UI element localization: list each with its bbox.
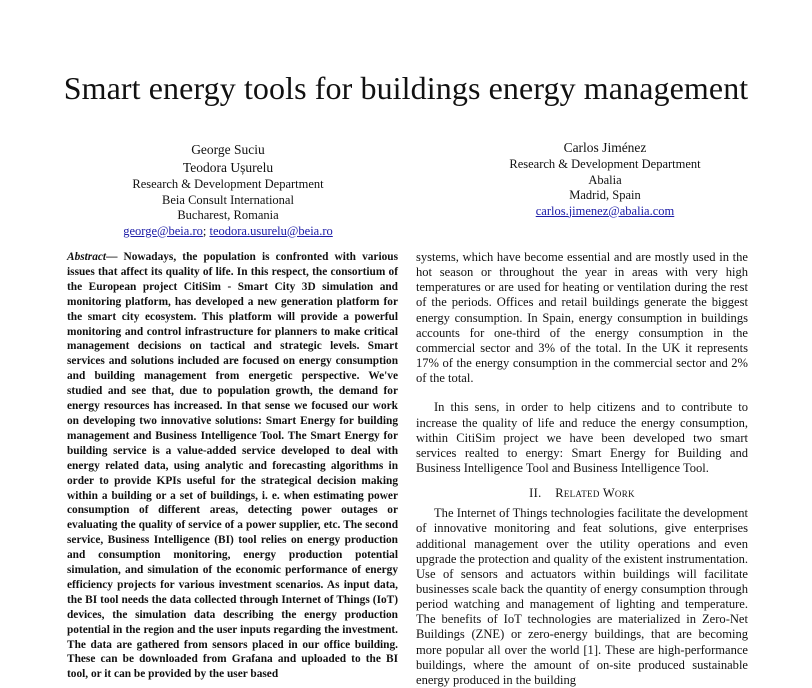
author-location: Madrid, Spain <box>569 188 641 202</box>
email-link[interactable]: carlos.jimenez@abalia.com <box>535 203 675 218</box>
author-emails <box>435 204 775 220</box>
author-emails <box>78 224 378 240</box>
author-department: Research & Development Department <box>132 177 324 191</box>
section-number: II. <box>529 486 542 501</box>
body-paragraph: The Internet of Things technologies facilitate the development of innovative monitoring and feat solutions, give enterprises additional management over the utility operations and even upgrade the protection and quality of the existent instrumentation. Use of sensors and actuators within buildings will facilitate businesses scale back the quantity of energy consumption through period watching and management of lighting and temperature. The benefits of IoT technologies are materialized in Zero-Net Buildings (ZNE) or zero-energy buildings, that are becoming more popular all over the world [1]. These are high-performance buildings, where the amount of on-site produced sustainable energy produced in the building <box>416 506 748 687</box>
author-organization: Abalia <box>588 172 622 187</box>
abstract-text: Nowadays, the population is confronted with various issues that affect its quality of life. In this respect, the consortium of the European project CitiSim - Smart City 3D simulation and monitoring platform, has developed a new generation platform for the smart city ecosystem. This platform will provide a powerful monitoring and control infrastructure for planners to make critical management decisions on tactical and strategic levels. Smart services and solutions included are focused on energy consumption and building management from energetic perspective. We've studied and see that, due to population growth, the demand for energy resources has increased. In that sense we focused our work on developing two innovative solutions: Smart Energy for building management and Business Intelligence Tool. The Smart Energy for building service is a value-added service developed to deal with energy related data, using analytic and forecasting algorithms in order to provide KPIs useful for the strategical decision making within a building or a set of buildings, i. e. when estimating power consumption of different areas, detecting power outages or evaluating the quality of service of a power supplier, etc. The second service, Business Intelligence (BI) tool relies on energy production and consumption monitoring, energy production potential simulation, and simulation of the economic performance of energy efficiency projects for various investment scenarios. As input data, the BI tool needs the data collected through Internet of Things (IoT) devices, the simulation data describing the energy production potential in the region and the user inputs regarding the investment. The data are gathered from sensors placed in our office building. These can be downloaded from Grafana and uploaded to the BI tool, or it can be provided by the user based <box>67 251 398 681</box>
author-organization: Beia Consult International <box>162 192 294 207</box>
body-paragraph: In this sens, in order to help citizens and to contribute to increase the quality of life and reduce the energy consumption, within CitiSim project we have been developed two smart services realted to energy: Smart Energy for Building and Business Intelligence Tool and Business Intelligence Tool. <box>416 400 748 476</box>
author-name: George Suciu <box>191 142 265 157</box>
abstract-dash: — <box>106 251 124 263</box>
author-block-2 <box>435 139 775 219</box>
email-separator: ; <box>202 223 210 238</box>
email-link[interactable]: teodora.usurelu@beia.ro <box>209 223 333 238</box>
body-paragraph: systems, which have become essential and are mostly used in the hot season or throughout the year in areas with very high temperatures or are used for heating or ventilation during the rest of the periods. Offices and retail buildings generate the biggest energy consumption. In Spain, energy consumption in buildings accounts for one-third of the energy consumption in the commercial sector and 3% of the total. In the UK it represents 17% of the energy consumption in the commercial sector and 2% of the total. <box>416 250 748 386</box>
paper-title: Smart energy tools for buildings energy management <box>63 70 749 106</box>
author-name: Teodora Ușurelu <box>182 160 274 175</box>
section-title: Related Work <box>555 486 635 501</box>
author-location: Bucharest, Romania <box>177 208 279 222</box>
email-link[interactable]: george@beia.ro <box>123 223 203 238</box>
body-column-right <box>416 250 748 688</box>
abstract-label: Abstract <box>67 251 107 263</box>
author-department: Research & Development Department <box>509 157 701 171</box>
section-heading <box>416 484 748 502</box>
author-name: Carlos Jiménez <box>563 140 647 155</box>
abstract-column <box>67 250 398 682</box>
author-block-1 <box>78 141 378 239</box>
